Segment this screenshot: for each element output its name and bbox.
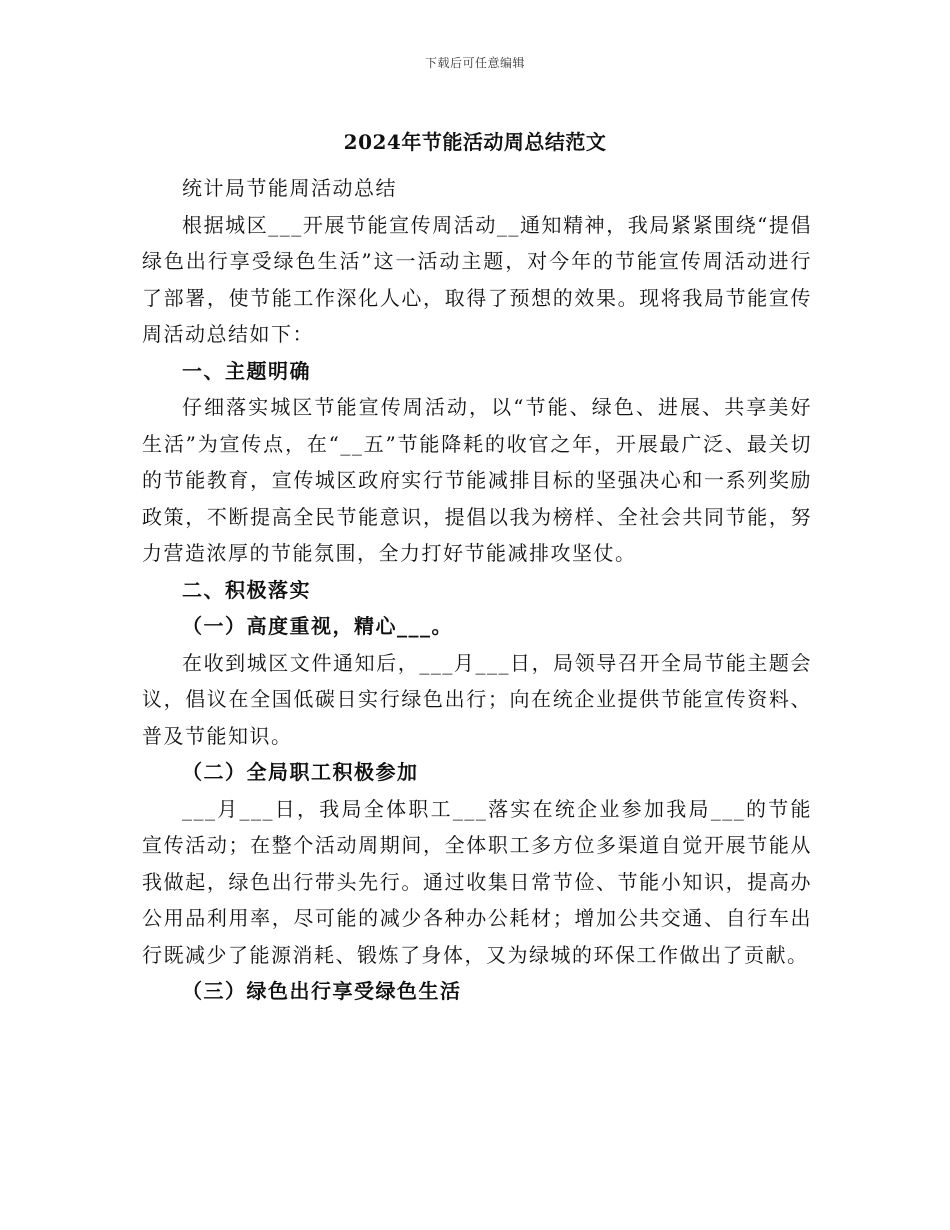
subsection-heading-1: （一）高度重视，精心___。	[182, 614, 453, 638]
subsection-heading-3: （三）绿色出行享受绿色生活	[182, 979, 462, 1003]
paragraph-participation: ___月___日，我局全体职工___落实在统企业参加我局___的节能宣传活动；在整个活动周期间，全体职工多方位多渠道自觉开展节能从我做起，绿色出行带头先行。通过收集日常节俭、节能小知识，提高办公用品利用率，尽可能的减少各种办公耗材；增加公共交通、自行车出行既减少了能源消耗、锻炼了身体，又为绿城的环保工作做出了贡献。	[142, 796, 812, 967]
paragraph-theme: 仔细落实城区节能宣传周活动，以“节能、绿色、进展、共享美好生活”为宣传点，在“__五”节能降耗的收官之年，开展最广泛、最关切的节能教育，宣传城区政府实行节能减排目标的坚强决心和一系列奖励政策，不断提高全民节能意识，提倡以我为榜样、全社会共同节能，努力营造浓厚的节能氛围，全力打好节能减排攻坚仗。	[142, 395, 812, 565]
document-body	[142, 170, 812, 1010]
document-title: 2024年节能活动周总结范文	[343, 130, 607, 154]
section-heading-2: 二、积极落实	[182, 577, 311, 602]
header-note: 下载后可任意编辑	[424, 56, 525, 70]
paragraph-intro: 根据城区___开展节能宣传周活动__通知精神，我局紧紧围绕“提倡绿色出行享受绿色生活”这一活动主题，对今年的节能宣传周活动进行了部署，使节能工作深化人心，取得了预想的效果。现将我局节能宣传周活动总结如下：	[142, 212, 812, 346]
paragraph-attention: 在收到城区文件通知后，___月___日，局领导召开全局节能主题会议，倡议在全国低碳日实行绿色出行；向在统企业提供节能宣传资料、普及节能知识。	[142, 650, 812, 748]
paragraph-subtitle: 统计局节能周活动总结	[182, 176, 397, 200]
section-heading-1: 一、主题明确	[182, 358, 311, 383]
subsection-heading-2: （二）全局职工积极参加	[182, 760, 419, 784]
